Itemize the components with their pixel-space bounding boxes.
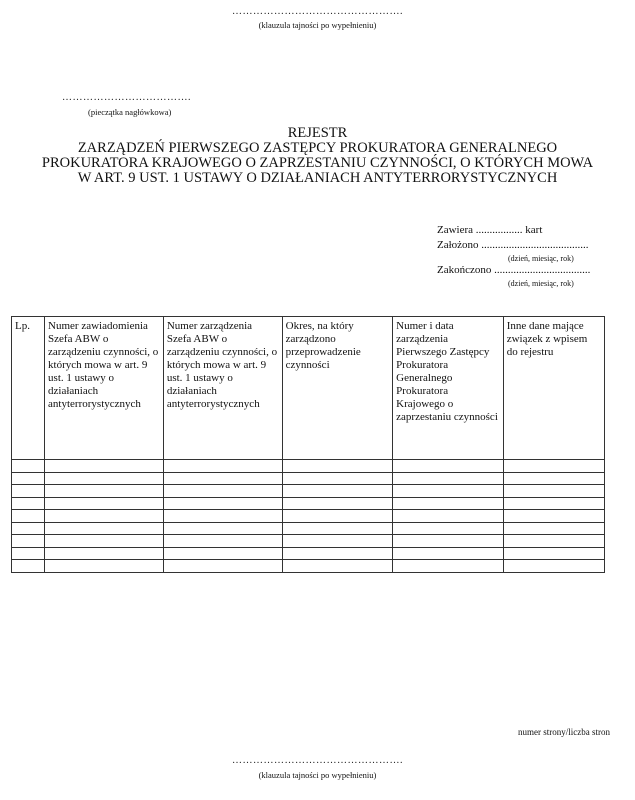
- header-cessation-order: Numer i data zarządzenia Pierwszego Zastępcy Prokuratora Generalnego Prokuratora Krajowego o zaprzestaniu czynności: [393, 317, 504, 460]
- table-cell[interactable]: [282, 510, 393, 523]
- table-cell[interactable]: [393, 497, 504, 510]
- document-title: [0, 126, 635, 186]
- table-cell[interactable]: [45, 460, 164, 473]
- header-abw-order-number: Numer zarządzenia Szefa ABW o zarządzeniu czynności, o których mowa w art. 9 ust. 1 ustawy o działaniach antyterrorystycznych: [163, 317, 282, 460]
- table-cell[interactable]: [393, 472, 504, 485]
- table-cell[interactable]: [45, 497, 164, 510]
- header-other-data: Inne dane mające związek z wpisem do rejestru: [503, 317, 604, 460]
- table-cell[interactable]: [12, 560, 45, 573]
- table-cell[interactable]: [45, 485, 164, 498]
- meta-opened: Założono .......................................: [437, 239, 589, 251]
- table-cell[interactable]: [503, 497, 604, 510]
- table-cell[interactable]: [45, 472, 164, 485]
- table-cell[interactable]: [393, 510, 504, 523]
- table-cell[interactable]: [163, 535, 282, 548]
- table-cell[interactable]: [503, 485, 604, 498]
- stamp-caption: (pieczątka nagłówkowa): [88, 107, 172, 117]
- table-cell[interactable]: [503, 522, 604, 535]
- table-cell[interactable]: [393, 560, 504, 573]
- title-line-4: W ART. 9 UST. 1 USTAWY O DZIAŁANIACH ANTYTERRORYSTYCZNYCH: [77, 170, 558, 186]
- table-cell[interactable]: [45, 522, 164, 535]
- table-cell[interactable]: [45, 510, 164, 523]
- header-lp: Lp.: [12, 317, 45, 460]
- title-line-3: PROKURATORA KRAJOWEGO O ZAPRZESTANIU CZYNNOŚCI, O KTÓRYCH MOWA: [41, 155, 594, 171]
- top-clause-caption: (klauzula tajności po wypełnieniu): [258, 20, 377, 30]
- table-cell[interactable]: [12, 472, 45, 485]
- table-cell[interactable]: [503, 472, 604, 485]
- table-cell[interactable]: [393, 547, 504, 560]
- meta-opened-caption: (dzień, miesiąc, rok): [508, 254, 574, 263]
- table-cell[interactable]: [282, 485, 393, 498]
- header-period: Okres, na który zarządzono przeprowadzenie czynności: [282, 317, 393, 460]
- table-row: [12, 510, 605, 523]
- table-cell[interactable]: [45, 535, 164, 548]
- title-line-2: ZARZĄDZEŃ PIERWSZEGO ZASTĘPCY PROKURATORA GENERALNEGO: [77, 140, 558, 156]
- table-cell[interactable]: [503, 560, 604, 573]
- table-row: [12, 522, 605, 535]
- table-cell[interactable]: [163, 522, 282, 535]
- table-cell[interactable]: [12, 522, 45, 535]
- table-cell[interactable]: [282, 547, 393, 560]
- table-cell[interactable]: [393, 460, 504, 473]
- table-cell[interactable]: [503, 547, 604, 560]
- header-abw-notification-number: Numer zawiadomienia Szefa ABW o zarządzeniu czynności, o których mowa w art. 9 ust. 1 ustawy o działaniach antyterrorystycznych: [45, 317, 164, 460]
- table-cell[interactable]: [393, 535, 504, 548]
- table-cell[interactable]: [503, 460, 604, 473]
- table-cell[interactable]: [282, 472, 393, 485]
- meta-closed-caption: (dzień, miesiąc, rok): [508, 279, 574, 288]
- table-cell[interactable]: [12, 460, 45, 473]
- register-table: [11, 316, 605, 573]
- table-cell[interactable]: [12, 535, 45, 548]
- stamp-dots: ……………………………….: [62, 92, 191, 103]
- table-cell[interactable]: [282, 497, 393, 510]
- table-cell[interactable]: [282, 535, 393, 548]
- table-cell[interactable]: [163, 460, 282, 473]
- bottom-clause-caption: (klauzula tajności po wypełnieniu): [258, 770, 377, 780]
- table-cell[interactable]: [503, 535, 604, 548]
- table-cell[interactable]: [12, 485, 45, 498]
- table-cell[interactable]: [163, 472, 282, 485]
- table-cell[interactable]: [12, 547, 45, 560]
- table-cell[interactable]: [282, 460, 393, 473]
- table-cell[interactable]: [12, 497, 45, 510]
- table-cell[interactable]: [163, 485, 282, 498]
- table-cell[interactable]: [393, 522, 504, 535]
- table-cell[interactable]: [163, 497, 282, 510]
- title-line-1: REJESTR: [287, 125, 348, 141]
- table-cell[interactable]: [45, 560, 164, 573]
- table-row: [12, 472, 605, 485]
- meta-closed: Zakończono ...................................: [437, 264, 591, 276]
- page-number-label: numer strony/liczba stron: [518, 727, 610, 737]
- table-cell[interactable]: [503, 510, 604, 523]
- top-clause-dots: ………………………………………….: [232, 6, 403, 17]
- table-row: [12, 497, 605, 510]
- table-row: [12, 485, 605, 498]
- meta-contains: Zawiera ................. kart: [437, 224, 543, 236]
- table-row: [12, 460, 605, 473]
- table-cell[interactable]: [163, 547, 282, 560]
- table-row: [12, 560, 605, 573]
- table-cell[interactable]: [282, 560, 393, 573]
- bottom-clause-dots: ………………………………………….: [232, 755, 403, 766]
- table-cell[interactable]: [163, 510, 282, 523]
- table-row: [12, 535, 605, 548]
- table-cell[interactable]: [12, 510, 45, 523]
- table-row: [12, 547, 605, 560]
- table-header-row: [12, 317, 605, 460]
- table-cell[interactable]: [282, 522, 393, 535]
- table-cell[interactable]: [393, 485, 504, 498]
- table-cell[interactable]: [45, 547, 164, 560]
- table-cell[interactable]: [163, 560, 282, 573]
